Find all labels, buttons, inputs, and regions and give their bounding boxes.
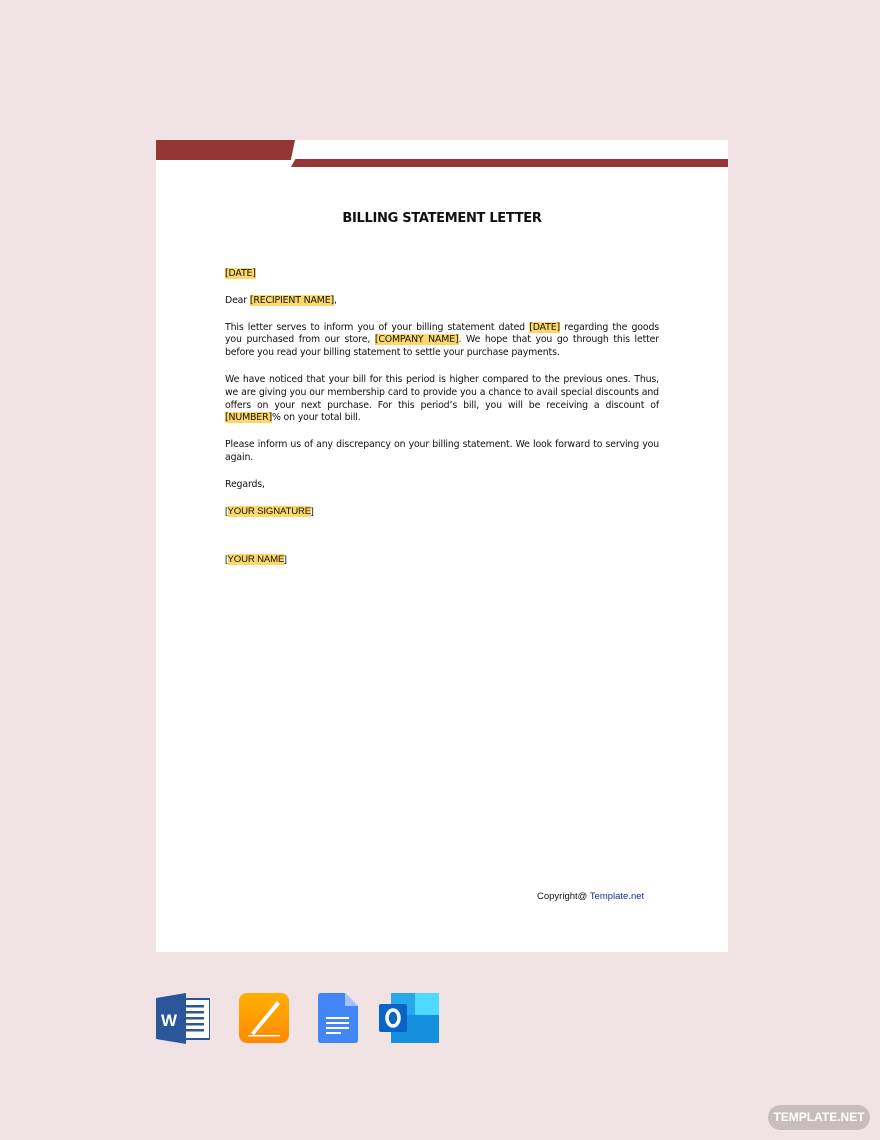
- greeting-suffix: ,: [334, 294, 337, 306]
- date-line: [225, 268, 659, 281]
- paragraph-2: [225, 374, 659, 425]
- outlook-icon[interactable]: [379, 993, 439, 1043]
- p2-text: We have noticed that your bill for this period is higher compared to the previous ones. Thus, we are giving you our membership card to provide you a chance to avail special discounts and offers on your next purchase. For this period’s bill, you will be receiving a discount of: [225, 373, 659, 411]
- pages-icon[interactable]: [239, 993, 289, 1043]
- google-docs-icon[interactable]: [318, 993, 358, 1043]
- word-icon[interactable]: [156, 993, 210, 1044]
- greeting-prefix: Dear: [225, 294, 250, 306]
- greeting: [225, 295, 659, 308]
- closing: Regards,: [225, 478, 265, 490]
- bracket: [: [225, 505, 228, 517]
- copyright: [537, 891, 644, 902]
- template-net-badge[interactable]: TEMPLATE.NET: [768, 1105, 870, 1130]
- statement-date-placeholder: [DATE]: [529, 321, 561, 333]
- header-accent-bar: [156, 140, 295, 160]
- p1-text: regarding the goods you purchased from our store,: [225, 321, 659, 346]
- p1-text: This letter serves to inform you of your billing statement dated: [225, 321, 530, 333]
- copyright-prefix: Copyright@: [537, 891, 590, 902]
- company-placeholder: [COMPANY NAME]: [374, 334, 459, 346]
- p1-text: . We hope that you go through this letter before you read your billing statement to settle your purchase payments.: [225, 334, 660, 359]
- date-placeholder: [DATE]: [225, 268, 256, 279]
- document-title: BILLING STATEMENT LETTER: [342, 211, 542, 226]
- paragraph-3: Please inform us of any discrepancy on your billing statement. We look forward to serving you again.: [225, 439, 659, 463]
- letter-body: [225, 268, 659, 581]
- bracket: ]: [311, 505, 314, 517]
- bracket: [: [225, 554, 228, 566]
- signature-placeholder: YOUR SIGNATURE: [227, 505, 312, 517]
- recipient-placeholder: [RECIPIENT NAME]: [249, 294, 334, 306]
- svg-text:W: W: [161, 1011, 178, 1030]
- document-page: [156, 140, 728, 952]
- header-accent-line: [291, 159, 728, 167]
- number-placeholder: [NUMBER]: [225, 412, 272, 424]
- copyright-link[interactable]: Template.net: [589, 891, 645, 902]
- name-line: [225, 554, 659, 567]
- signature-line: [225, 506, 659, 519]
- name-placeholder: YOUR NAME: [227, 554, 285, 566]
- paragraph-1: [225, 322, 659, 360]
- p2-text: % on your total bill.: [271, 412, 361, 424]
- bracket: ]: [284, 554, 287, 566]
